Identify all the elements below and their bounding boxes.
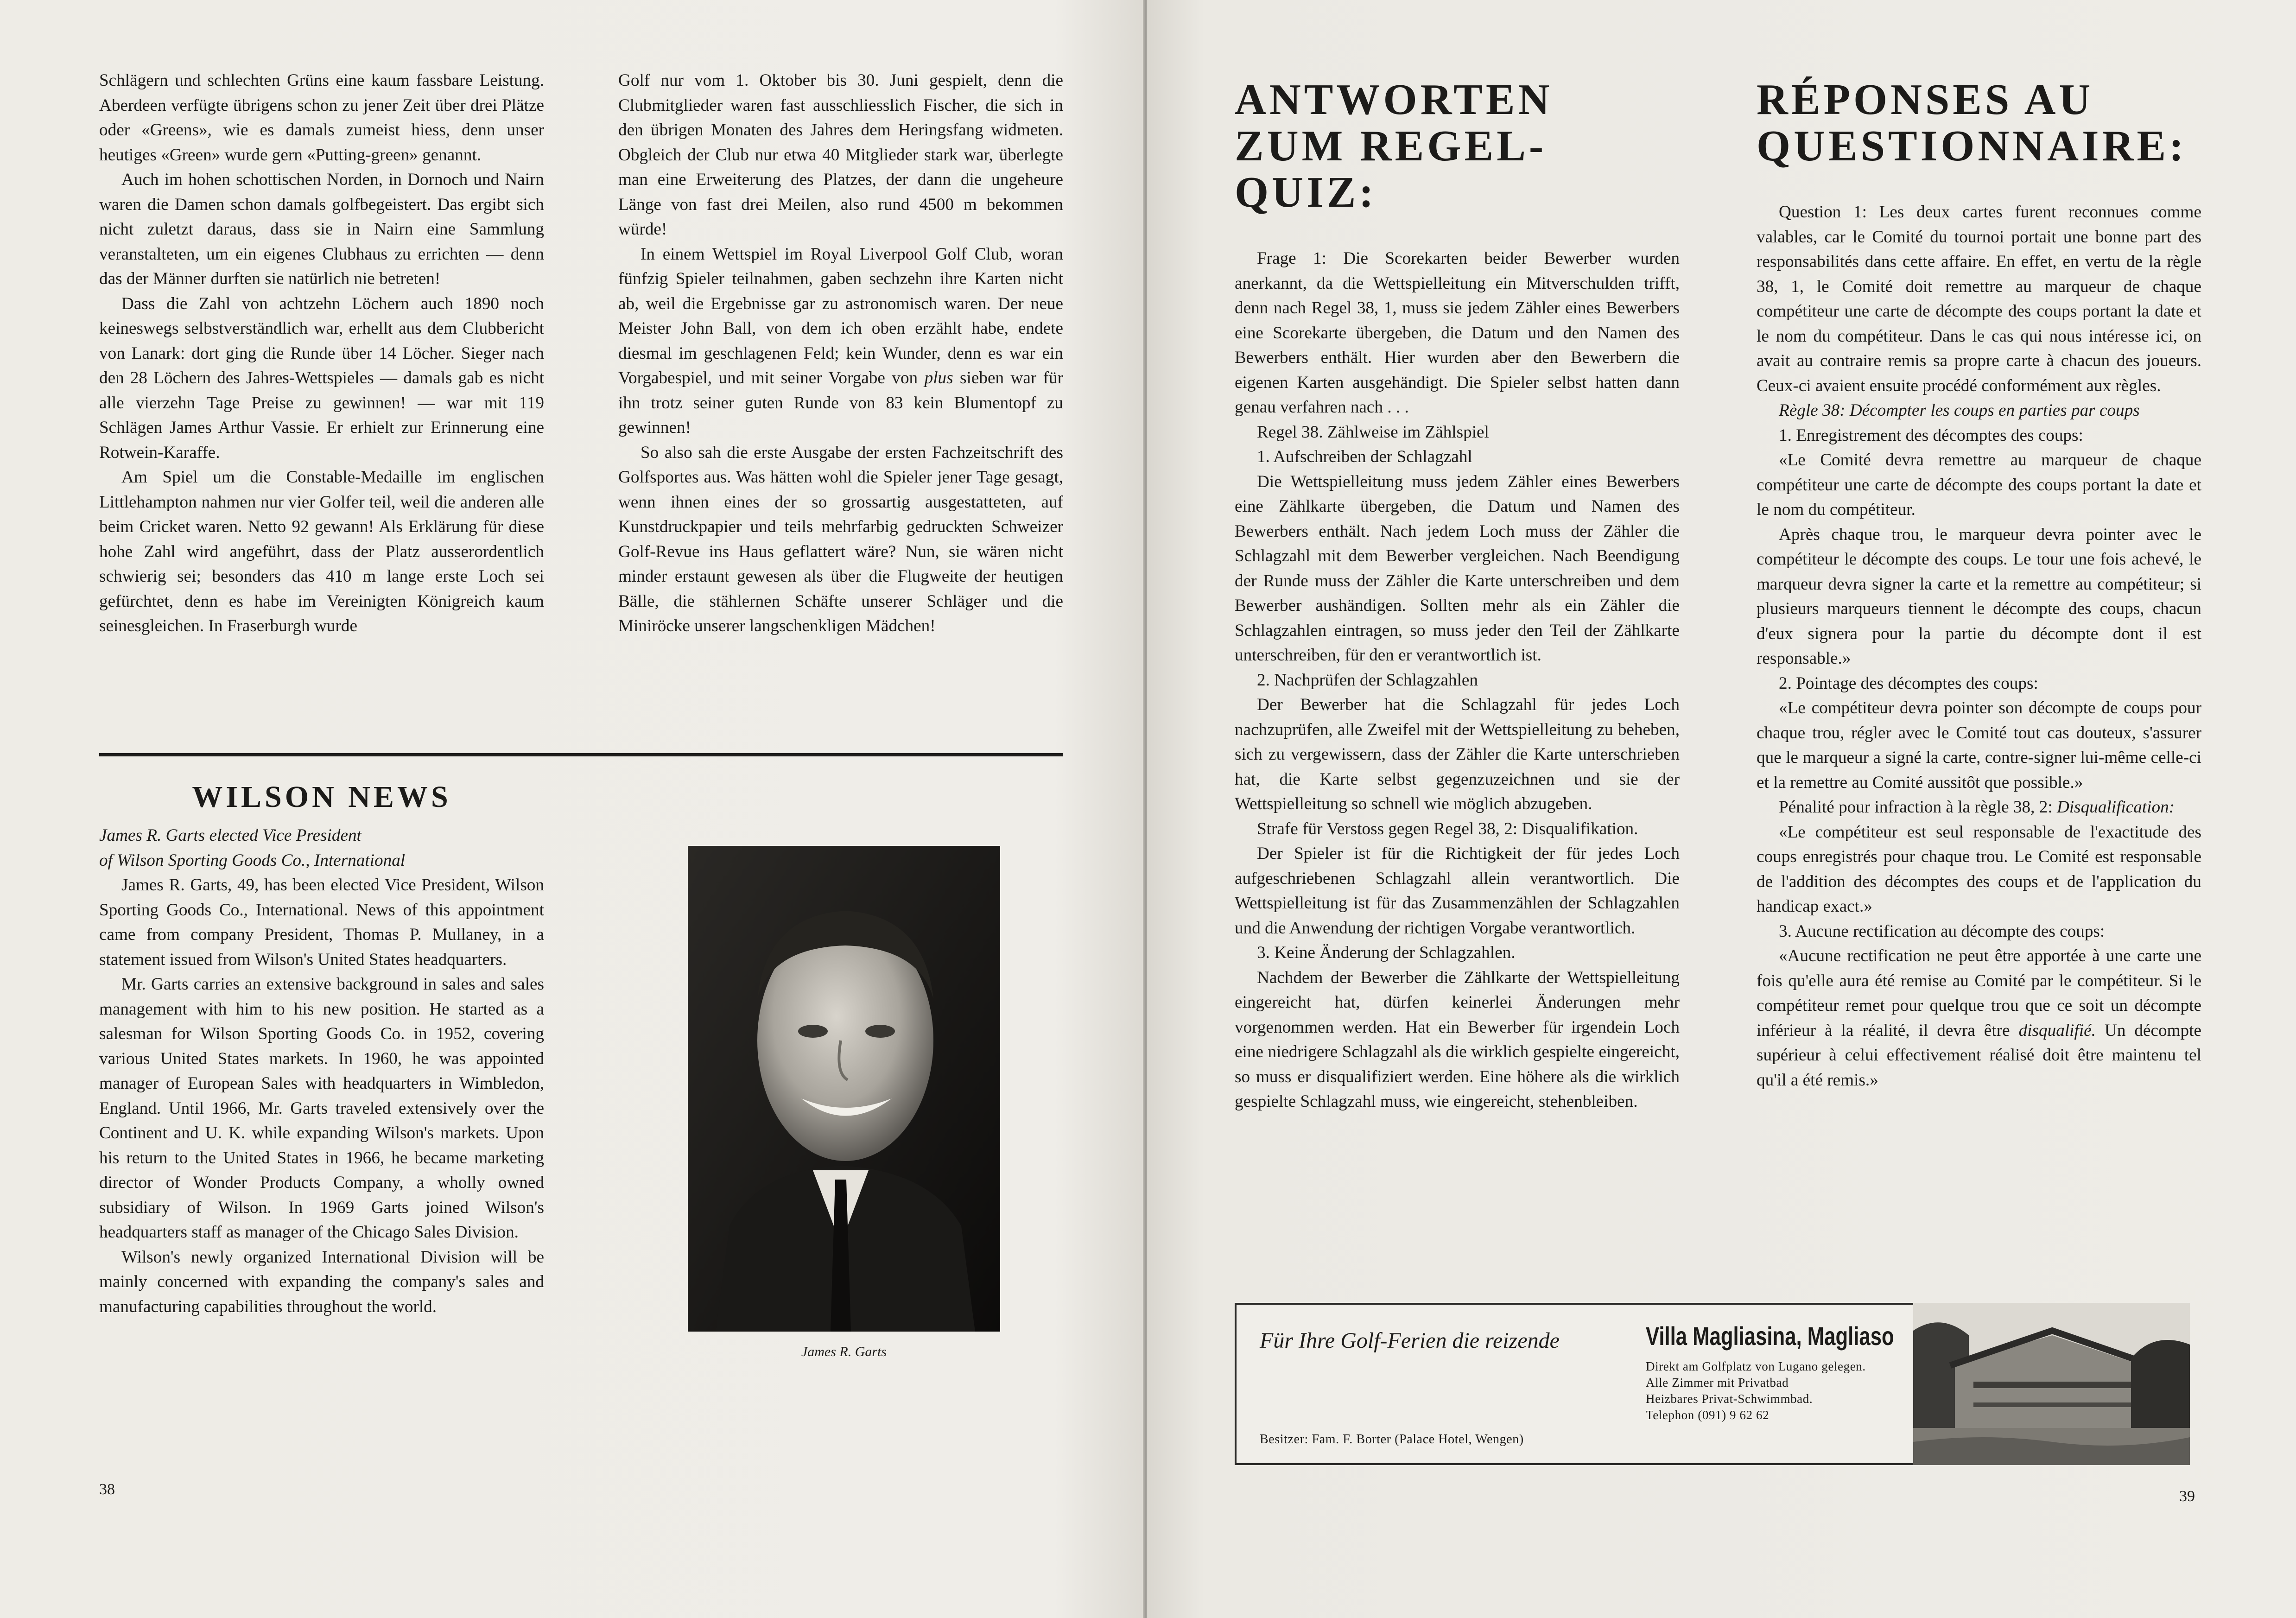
paragraph: «Le compétiteur devra pointer son décompte de coups pour chaque trou, régler avec le Comité tout cas douteux, s'assurer que le marqueur a signé la carte, contre-signer lui-même celle-ci et la remettre au Comité aussitôt que possible.» <box>1757 698 2201 792</box>
german-title <box>1235 76 1680 216</box>
ad-detail: Heizbares Privat-Schwimmbad. <box>1646 1392 1813 1406</box>
article-byline: of Wilson Sporting Goods Co., International <box>99 850 406 870</box>
paragraph-text: Un décompte supérieur à celui effectivement réalisé doit être maintenu tel qu'il a été remis.» <box>1757 1021 2201 1090</box>
paragraph: Auch im hohen schottischen Norden, in Dornoch und Nairn waren die Damen schon damals golfbegeistert. Das ergibt sich nicht zuletzt daraus, dass sie in Nairn eine Sammlung veranstalteten, um ein eigenes Clubhaus zu errichten — denn das der Männer durften sie natürlich nie betreten! <box>99 170 544 288</box>
page-number: 39 <box>2179 1488 2195 1505</box>
paragraph: Der Bewerber hat die Schlagzahl für jedes Loch nachzuprüfen, alle Zweifel mit der Wettspielleitung zu beheben, sich zu vergewissern, dass der Zähler die Karte unterschrieben hat, die Karte selbst gegenzuzeichnen und sie der Wettspielleitung so schnell wie möglich abzugeben. <box>1235 695 1680 813</box>
ad-tagline: Für Ihre Golf-Ferien die reizende <box>1260 1328 1560 1353</box>
rule-subheading: 2. Pointage des décomptes des coups: <box>1779 673 2038 693</box>
rule-subheading: 1. Enregistrement des décomptes des coups: <box>1779 425 2083 445</box>
paragraph: Dass die Zahl von achtzehn Löchern auch 1890 noch keineswegs selbstverständlich war, erhellt aus dem Clubbericht von Lanark: dort ging die Runde über 14 Löcher. Sieger nach den 28 Löchern des Jahres-Wettspieles — damals gab es nicht alle vierzehn Tage Preise zu gewinnen! — war mit 119 Schlägen James Arthur Vassie. Er erhielt zur Erinnerung eine Rotwein-Karaffe. <box>99 294 544 462</box>
paragraph: Der Spieler ist für die Richtigkeit der für jedes Loch aufgeschriebenen Schlagzahl allein verantwortlich. Die Wettspielleitung ist für das Zusammenzählen der Schlagzahlen und die Anwendung der richtigen Vorgabe verantwortlich. <box>1235 844 1680 938</box>
hotel-advertisement <box>1235 1303 2186 1465</box>
paragraph: Wilson's newly organized International Division will be mainly concerned with expanding the company's sales and manufacturing capabilities throughout the world. <box>99 1247 544 1316</box>
paragraph: So also sah die erste Ausgabe der ersten Fachzeitschrift des Golfsportes aus. Was hätten wohl die Spieler jener Tage gesagt, wenn ihnen eines der so grossartig ausgestatteten, auf Kunstdruckpapier und teils mehrfarbig gedruckten Schweizer Golf-Revue ins Haus geflattert wäre? Nun, sie wären nicht minder erstaunt gewesen als über die Flugweite der heutigen Bälle, die stählernen Schäfte unserer Schläger und die Miniröcke unserer langschenkligen Mädchen! <box>618 443 1063 635</box>
rule-subheading: 3. Keine Änderung der Schlagzahlen. <box>1257 943 1516 962</box>
left-column-2 <box>618 68 1063 639</box>
emphasis: Disqualification: <box>2056 798 2175 817</box>
rule-subheading: 1. Aufschreiben der Schlagzahl <box>1257 447 1472 466</box>
paragraph: Golf nur vom 1. Oktober bis 30. Juni gespielt, denn die Clubmitglieder waren fast ausschliesslich Fischer, die sich in den übrigen Monaten des Jahres dem Heringsfang widmeten. Obgleich der Club nur etwa 40 Mitglieder stark war, überlegte man eine Erweiterung des Platzes, der dann die ungeheure Länge von fast drei Meilen, also rund 4500 m bekommen würde! <box>618 71 1063 239</box>
title-line: ZUM REGEL-QUIZ: <box>1235 122 1547 216</box>
paragraph-text: Pénalité pour infraction à la règle 38, 2: <box>1779 798 2053 817</box>
emphasis: plus <box>924 368 953 387</box>
rule-heading: Regel 38. Zählweise im Zählspiel <box>1257 422 1489 442</box>
left-column-1 <box>99 68 544 639</box>
paragraph: Frage 1: Die Scorekarten beider Bewerber wurden anerkannt, da die Wettspielleitung ein Mitverschulden trifft, denn nach Regel 38, 1, muss sie jedem Zähler eines Bewerbers eine Scorekarte übergeben, die Datum und den Namen des Bewerbers enthält. Hier wurden aber den Bewerbern die eigenen Karten ausgehändigt. Die Spieler selbst hatten dann genau verfahren nach . . . <box>1235 249 1680 417</box>
rule-subheading: 2. Nachprüfen der Schlagzahlen <box>1257 670 1478 690</box>
wilson-news-article <box>99 779 544 1319</box>
wilson-news-title: WILSON NEWS <box>192 780 451 814</box>
ad-detail: Direkt am Golfplatz von Lugano gelegen. Alle Zimmer mit Privatbad <box>1646 1359 1866 1390</box>
portrait-photo <box>688 846 1000 1332</box>
french-answers <box>1757 76 2201 1092</box>
paragraph: Strafe für Verstoss gegen Regel 38, 2: Disqualifikation. <box>1257 819 1638 838</box>
rule-subheading: 3. Aucune rectification au décompte des coups: <box>1779 921 2105 941</box>
paragraph: «Le Comité devra remettre au marqueur de chaque compétiteur une carte de décompte des coups portant la date et le nom du compétiteur. <box>1757 451 2201 519</box>
paragraph <box>618 242 1063 440</box>
paragraph: Am Spiel um die Constable-Medaille im englischen Littlehampton nahmen nur vier Golfer teil, weil die anderen alle beim Cricket waren. Netto 92 gewann! Als Erklärung für diese hohe Zahl wird angeführt, dass der Platz ausserordentlich schwierig sei; besonders das 410 m lange erste Loch sei gefürchtet, denn es habe im Vereinigten Königreich kaum seinesgleichen. In Fraserburgh wurde <box>99 468 544 635</box>
german-answers <box>1235 76 1680 1114</box>
paragraph: James R. Garts, 49, has been elected Vice President, Wilson Sporting Goods Co., International. News of this appointment came from company President, Thomas P. Mullaney, in a statement issued from Wilson's United States headquarters. <box>99 876 544 969</box>
left-page <box>0 0 1147 1618</box>
section-rule <box>99 753 1063 756</box>
paragraph: Die Wettspielleitung muss jedem Zähler eines Bewerbers eine Zählkarte übergeben, die Datum und Namen des Bewerbers enthält. Nach jedem Loch muss der Zähler die Schlagzahl mit dem Bewerber vergleichen. Nach Beendigung der Runde muss der Zähler die Karte unterschreiben und dem Bewerber aushändigen. Sollten mehr als ein Zähler die Schlagzahlen eintragen, so muss jeder den Teil der Zählkarte unterschreiben, für den er verantwortlich ist. <box>1235 472 1680 665</box>
paragraph: Question 1: Les deux cartes furent reconnues comme valables, car le Comité du tournoi portait une bonne part des responsabilités dans cette affaire. En effet, en vertu de la règle 38, 1, le Comité doit remettre au marqueur de chaque compétiteur une carte de décompte des coups portant la date et le nom du compétiteur. Dans le cas qui nous intéresse ici, on avait au contraire remis sa propre carte à chacun des joueurs. Ceux-ci avaient ensuite procédé conformément aux règles. <box>1757 203 2201 395</box>
ad-hotel-name: Villa Magliasina, Magliaso <box>1646 1321 1894 1351</box>
paragraph: Mr. Garts carries an extensive background in sales and sales management with him to his new position. He started as a salesman for Wilson Sporting Goods Co. in 1952, covering various United States markets. In 1960, he was appointed manager of European Sales with headquarters in Wimbledon, England. Until 1966, Mr. Garts traveled extensively over the Continent and U. K. while expanding Wilson's markets. Upon his return to the United States in 1966, he became marketing director of Wonder Products Company, a wholly owned subsidiary of Wilson. In 1969 Garts joined Wilson's headquarters staff as manager of the Chicago Sales Division. <box>99 975 544 1242</box>
paragraph: Nachdem der Bewerber die Zählkarte der Wettspielleitung eingereicht hat, dürfen keinerlei Änderungen mehr vorgenommen werden. Hat ein Bewerber für irgendein Loch eine niedrigere Schlagzahl als die wirklich gespielte eingereicht, so muss er disqualifiziert werden. Eine höhere als die wirklich gespielte Schlagzahl muss, wie eingereicht, stehenbleiben. <box>1235 968 1680 1111</box>
paragraph-text: sieben war für ihn trotz seiner guten Runde von 83 kein Blumentopf zu gewinnen! <box>618 368 1064 437</box>
photo-caption: James R. Garts <box>801 1344 887 1359</box>
rule-heading: Règle 38: Décompter les coups en parties par coups <box>1779 401 2140 420</box>
article-byline: James R. Garts elected Vice President <box>99 826 362 845</box>
title-line: ANTWORTEN <box>1235 76 1553 124</box>
paragraph: Après chaque trou, le marqueur devra pointer avec le compétiteur le décompte des coups. Le tour une fois achevé, le marqueur devra signer la carte et la remettre au compétiteur; si plusieurs marqueurs tiennent le décompte des coups, chacun d'eux signera pour la partie du décompte dont il est responsable.» <box>1757 525 2201 668</box>
paragraph-text: In einem Wettspiel im Royal Liverpool Golf Club, woran fünfzig Spieler teilnahmen, gaben sechzehn ihre Karten nicht ab, weil die Ergebnisse gar zu astronomisch waren. Der neue Meister John Ball, von dem ich oben erzählt habe, endete diesmal im geschlagenen Feld; kein Wunder, denn es war ein Vorgabespiel, und mit seiner Vorgabe von <box>618 244 1063 387</box>
title-line: RÉPONSES AU <box>1757 76 2094 124</box>
paragraph <box>1757 944 2201 1092</box>
ad-owner: Besitzer: Fam. F. Borter (Palace Hotel, Wengen) <box>1260 1432 1524 1447</box>
right-page <box>1147 0 2296 1618</box>
paragraph <box>1757 795 2201 820</box>
ad-details <box>1646 1358 1877 1423</box>
paragraph-text: «Aucune rectification ne peut être apportée à une carte une fois qu'elle aura été remise au Comité par le compétiteur. Si le compétiteur remet pour quelque trou que ce soit un décompte inférieur à la réalité, il devra être <box>1757 946 2201 1040</box>
hotel-photo <box>1913 1303 2190 1465</box>
paragraph: Schlägern und schlechten Grüns eine kaum fassbare Leistung. Aberdeen verfügte übrigens schon zu jener Zeit über drei Plätze oder «Greens», wie es damals zumeist hiess, denn unser heutiges «Green» wurde gern «Putting-green» genannt. <box>99 71 544 165</box>
paragraph: «Le compétiteur est seul responsable de l'exactitude des coups enregistrés pour chaque trou. Le Comité est responsable de l'addition des décomptes des coups et de l'application du handicap exact.» <box>1757 822 2201 916</box>
page-number: 38 <box>99 1481 115 1498</box>
title-line: QUESTIONNAIRE: <box>1757 122 2187 170</box>
ad-detail: Telephon (091) 9 62 62 <box>1646 1408 1770 1422</box>
emphasis: disqualifié. <box>2018 1021 2096 1040</box>
french-title <box>1757 76 2201 169</box>
